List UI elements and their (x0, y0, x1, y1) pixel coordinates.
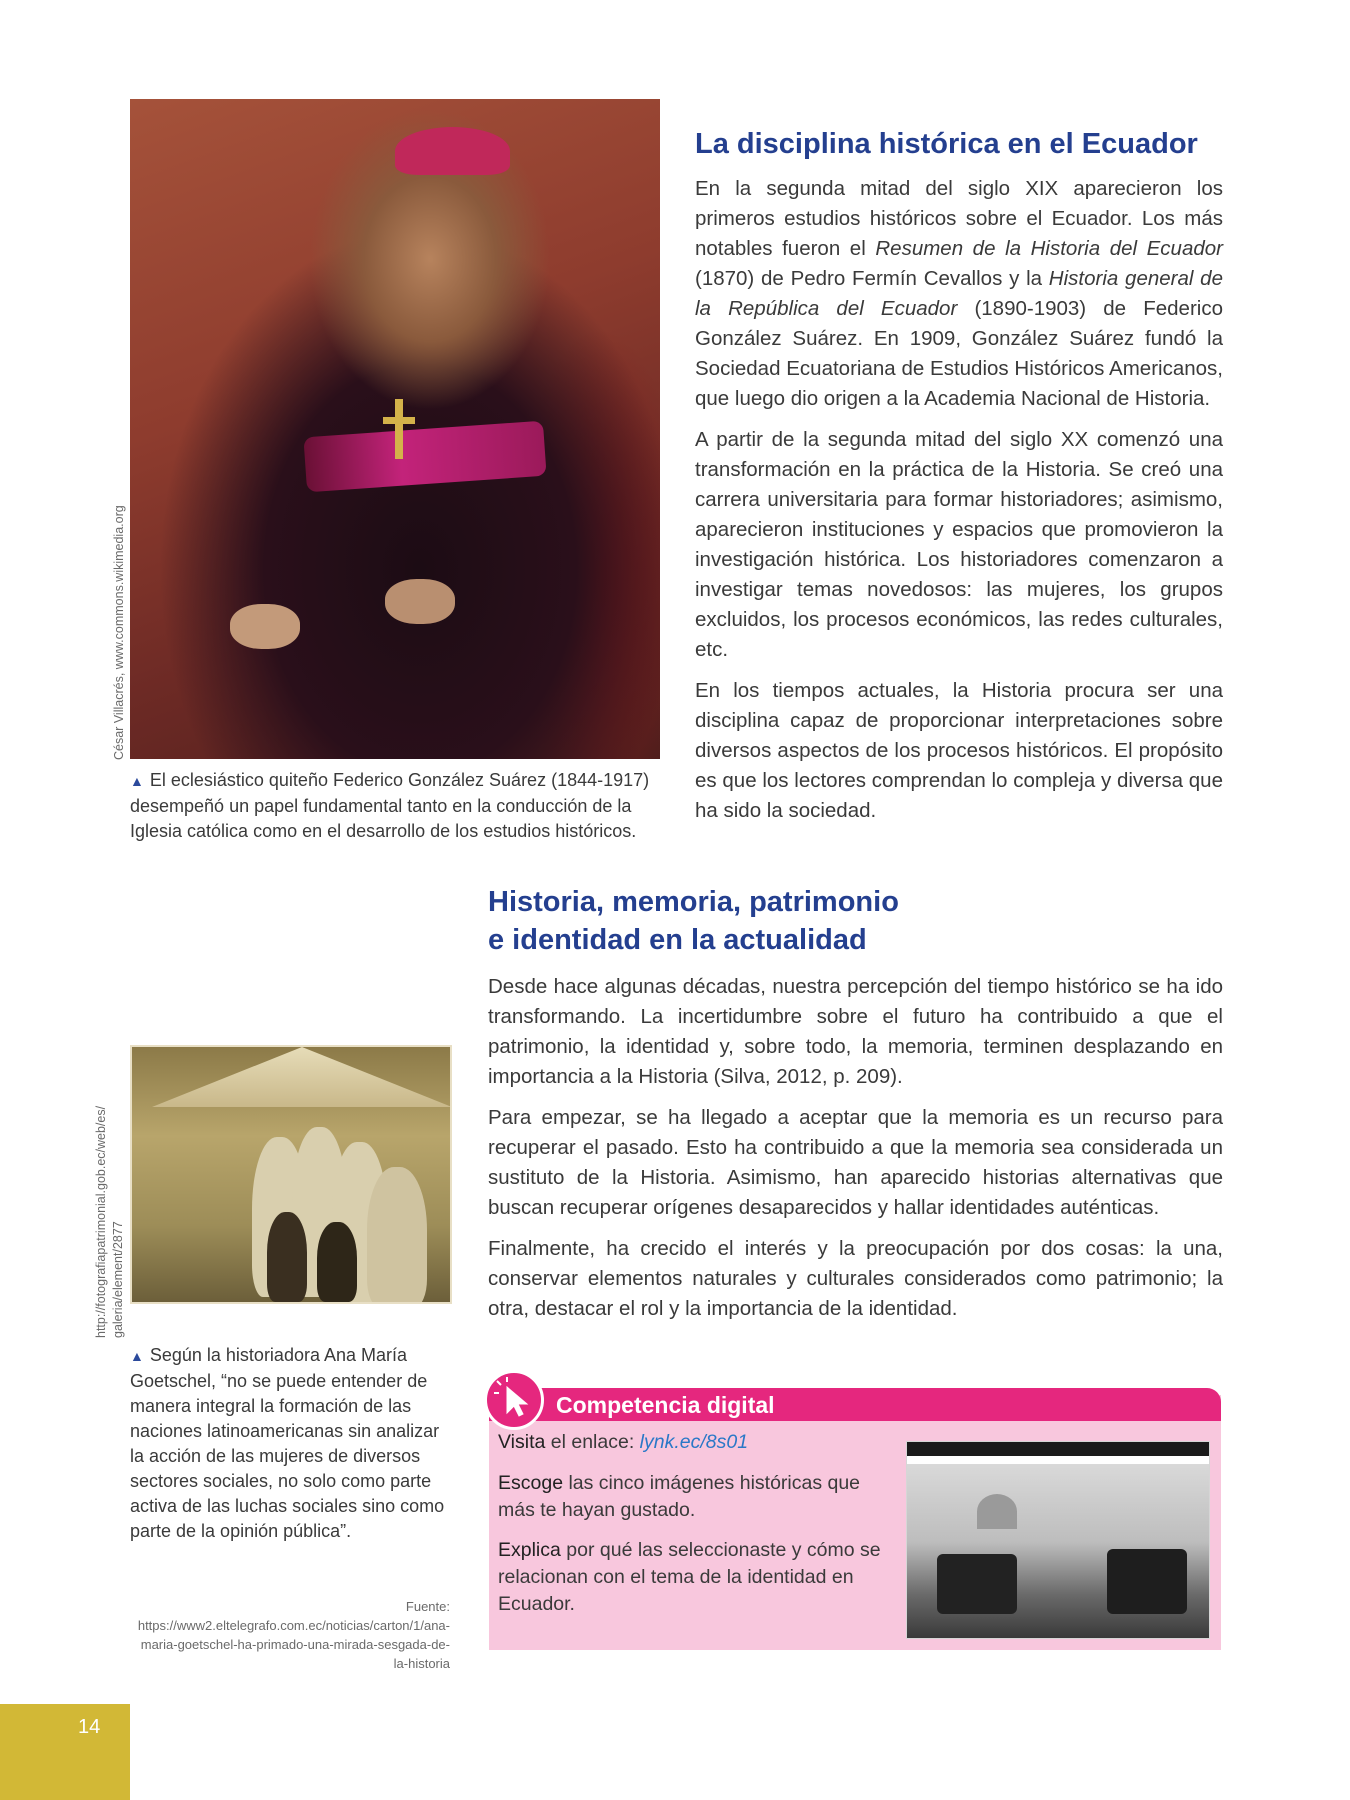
paragraph: Desde hace algunas décadas, nuestra percepción del tiempo histórico se ha ido transformando. La incertidumbre sobre el futuro ha contribuido a que el patrimonio, la identidad y, sobre todo, la memoria, terminen desplazando en importancia a la Historia (Silva, 2012, p. 209). (488, 975, 1223, 1088)
source-note: Fuente: https://www2.eltelegrafo.com.ec/noticias/carton/1/ana-maria-goetschel-ha-primado-una-mirada-sesgada-de-la-historia (137, 1599, 450, 1671)
competencia-explica: Explica por qué las seleccionaste y cómo se relacionan con el tema de la identidad en Ecuador. (498, 1539, 881, 1615)
competencia-title: Competencia digital (556, 1392, 775, 1418)
cursor-click-icon (484, 1370, 544, 1430)
paragraph: Finalmente, ha crecido el interés y la preocupación por dos cosas: la una, conservar elementos naturales y culturales considerados como patrimonio; la otra, destacar el rol y la importancia de la identidad. (488, 1237, 1223, 1320)
section-title-historia: Historia, memoria, patrimonio e identidad en la actualidad (488, 886, 899, 956)
section-historia-memoria (488, 883, 1223, 1335)
women-group-photo (130, 1045, 452, 1304)
triangle-bullet-icon: ▲ (130, 773, 144, 789)
portrait-caption: ▲ El eclesiástico quiteño Federico González Suárez (1844-1917) desempeñó un papel fundamental tanto en la conducción de la Iglesia católica como en el desarrollo de los estudios históricos. (130, 770, 650, 841)
competencia-escoge: Escoge las cinco imágenes históricas que más te hayan gustado. (498, 1472, 861, 1521)
paragraph: Para empezar, se ha llegado a aceptar que la memoria es un recurso para recuperar el pasado. Esto ha contribuido a que la memoria sea considerada un sustituto de la Historia. Asimismo, han aparecido historias alternativas que buscan recuperar orígenes desaparecidos y hallar identidades auténticas. (488, 1106, 1223, 1219)
page-number-badge: 14 (0, 1704, 130, 1800)
women-photo-caption: ▲ Según la historiadora Ana María Goetschel, “no se puede entender de manera integral la formación de las naciones latinoamericanas sin analizar la acción de las mujeres de diversos sectores sociales, no solo como parte activa de las luchas sociales sino como parte de la opinión pública”. (130, 1345, 445, 1541)
paragraph: En los tiempos actuales, la Historia procura ser una disciplina capaz de proporcionar interpretaciones sobre diversos aspectos de los procesos históricos. El propósito es que los lectores comprendan lo compleja y diversa que ha sido la sociedad. (695, 679, 1223, 822)
website-screenshot-image (906, 1441, 1210, 1639)
photo-credit-portrait: César Villacrés, www.commons.wikimedia.org (112, 505, 126, 760)
photo-credit-women: http://fotografiapatrimonial.gob.ec/web/es/ galeria/element/2877 (94, 1105, 125, 1338)
paragraph: A partir de la segunda mitad del siglo XX comenzó una transformación en la práctica de la Historia. Se creó una carrera universitaria para formar historiadores; asimismo, aparecieron instituciones y espacios que promovieron la investigación histórica. Los historiadores comenzaron a investigar temas novedosos: las mujeres, los grupos excluidos, los procesos económicos, las redes culturales, etc. (695, 428, 1223, 661)
section-title-disciplina: La disciplina histórica en el Ecuador (695, 128, 1198, 160)
external-link[interactable]: lynk.ec/8s01 (639, 1431, 749, 1453)
portrait-image (130, 99, 660, 759)
triangle-bullet-icon: ▲ (130, 1348, 144, 1364)
competencia-visita: Visita el enlace: lynk.ec/8s01 (498, 1431, 749, 1453)
paragraph: En la segunda mitad del siglo XIX aparecieron los primeros estudios históricos sobre el Ecuador. Los más notables fueron el Resumen de la Historia del Ecuador (1870) de Pedro Fermín Cevallos y la Historia general de la República del Ecuador (1890-1903) de Federico González Suárez. En 1909, González Suárez fundó la Sociedad Ecuatoriana de Estudios Históricos Americanos, que luego dio origen a la Academia Nacional de Historia. (695, 177, 1223, 410)
section-disciplina (695, 125, 1223, 837)
